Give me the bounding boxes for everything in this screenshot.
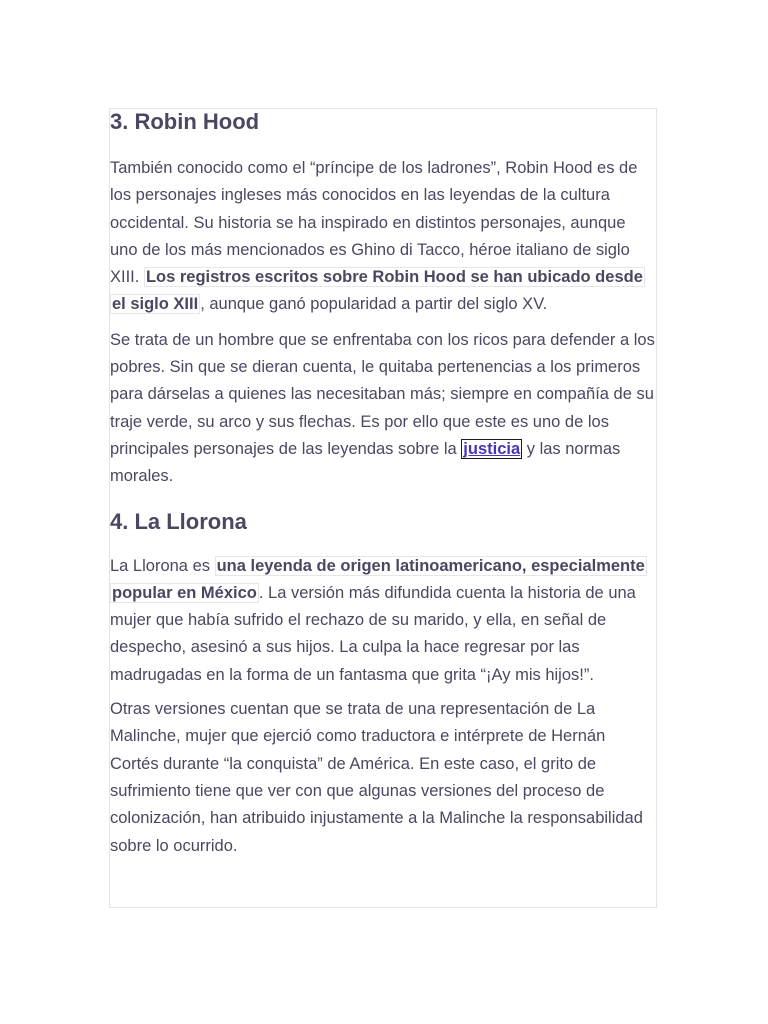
paragraph-text: y las normas morales. bbox=[110, 439, 621, 486]
paragraph-la-llorona-intro bbox=[110, 553, 656, 689]
paragraph-text: También conocido como el “príncipe de los ladrones”, Robin Hood es de los personajes ingleses más conocidos en las leyendas de la cultura occidental. Su historia se ha inspirado en distintos personajes, aunque uno de los más mencionados es Ghino di Tacco, héroe italiano de siglo XIII. bbox=[110, 159, 638, 287]
paragraph-text: , aunque ganó popularidad a partir del siglo XV. bbox=[200, 295, 548, 314]
justicia-link[interactable]: justicia bbox=[463, 439, 521, 458]
paragraph-robin-hood-intro bbox=[110, 155, 656, 319]
article-content bbox=[109, 108, 657, 908]
paragraph-text: . La versión más difundida cuenta la historia de una mujer que había sufrido el rechazo de su marido, y ella, en señal de despecho, asesinó a sus hijos. La culpa la hace regresar por las madrugadas en la forma de un fantasma que grita “¡Ay mis hijos!”. bbox=[110, 583, 636, 684]
paragraph-robin-hood-description bbox=[110, 327, 656, 491]
paragraph-text: Se trata de un hombre que se enfrentaba con los ricos para defender a los pobres. Sin que se dieran cuenta, le quitaba pertenencias a los primeros para dárselas a quienes las necesitaban más; siempre en compañía de su traje verde, su arco y sus flechas. Es por ello que este es uno de los principales personajes de las leyendas sobre la bbox=[110, 330, 655, 458]
highlighted-text: una leyenda de origen latinoamericano, especialmente popular en México bbox=[112, 556, 645, 602]
paragraph-la-llorona-versions: Otras versiones cuentan que se trata de una representación de La Malinche, mujer que ejerció como traductora e intérprete de Hernán Cortés durante “la conquista” de América. En este caso, el grito de sufrimiento tiene que ver con que algunas versiones del proceso de colonización, han atribuido injustamente a la Malinche la responsabilidad sobre lo ocurrido. bbox=[110, 700, 643, 855]
section-heading-robin-hood: 3. Robin Hood bbox=[110, 109, 260, 134]
paragraph-text: La Llorona es bbox=[110, 556, 215, 575]
highlighted-text: Los registros escritos sobre Robin Hood se han ubicado desde el siglo XIII bbox=[112, 268, 643, 314]
section-heading-la-llorona: 4. La Llorona bbox=[110, 508, 247, 534]
